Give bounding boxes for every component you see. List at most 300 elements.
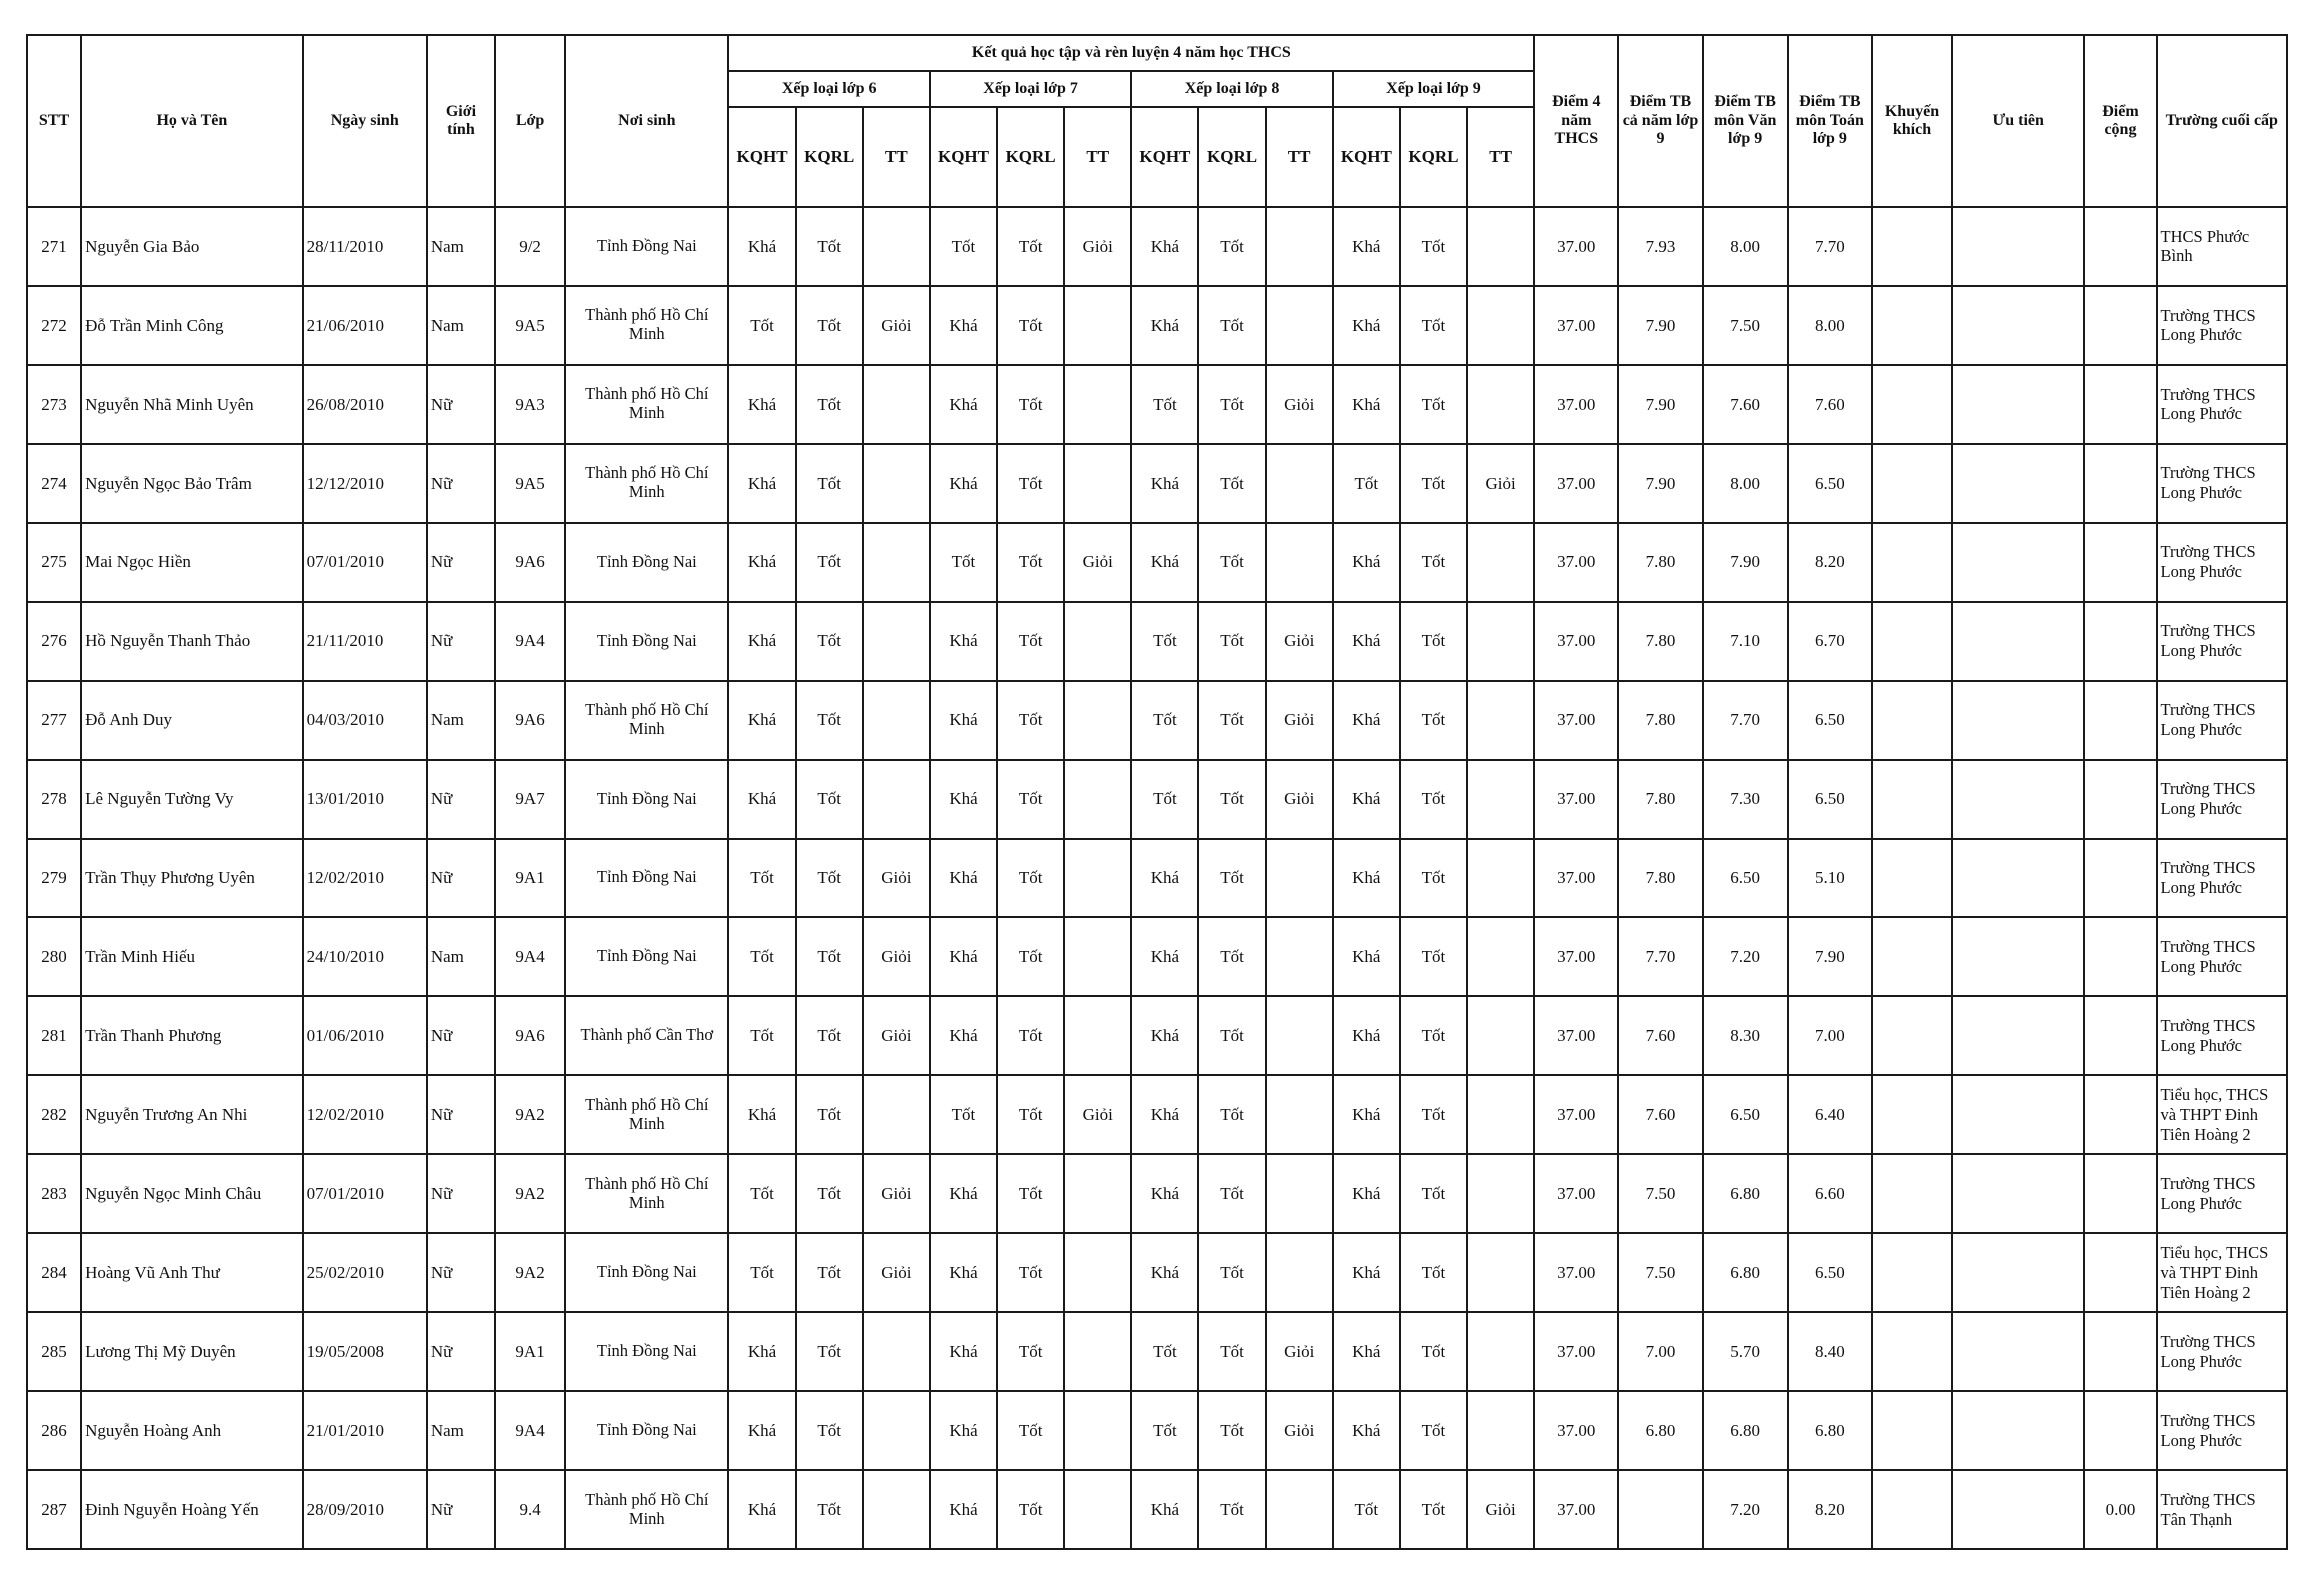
cell-avg-math: 6.50: [1788, 444, 1872, 523]
cell-g9-kqht: Khá: [1333, 996, 1400, 1075]
cell-g6-kqrl: Tốt: [796, 365, 863, 444]
cell-final-school: Trường THCS Long Phước: [2157, 602, 2287, 681]
cell-g9-kqht: Tốt: [1333, 1470, 1400, 1549]
col-header-bonus: Điểm cộng: [2084, 35, 2156, 207]
cell-avg-literature: 6.80: [1703, 1391, 1788, 1470]
cell-avg-literature: 7.20: [1703, 1470, 1788, 1549]
cell-g7-tt: [1064, 1312, 1131, 1391]
cell-gender: Nữ: [427, 523, 495, 602]
cell-stt: 278: [27, 760, 81, 839]
cell-class: 9A4: [495, 917, 565, 996]
cell-dob: 28/11/2010: [303, 207, 427, 286]
cell-g6-tt: [863, 444, 930, 523]
cell-gender: Nam: [427, 681, 495, 760]
cell-g9-kqht: Khá: [1333, 207, 1400, 286]
cell-dob: 01/06/2010: [303, 996, 427, 1075]
cell-g6-tt: [863, 1312, 930, 1391]
cell-g7-tt: [1064, 365, 1131, 444]
cell-g9-kqrl: Tốt: [1400, 444, 1467, 523]
cell-g8-kqrl: Tốt: [1198, 839, 1265, 918]
cell-g8-tt: [1266, 523, 1333, 602]
cell-bonus: [2084, 1233, 2156, 1312]
cell-class: 9A5: [495, 444, 565, 523]
cell-g9-kqht: Khá: [1333, 1233, 1400, 1312]
cell-g8-kqht: Khá: [1131, 444, 1198, 523]
cell-avg-literature: 6.80: [1703, 1154, 1788, 1233]
cell-priority: [1952, 365, 2084, 444]
cell-g8-kqht: Khá: [1131, 523, 1198, 602]
cell-avg-math: 7.00: [1788, 996, 1872, 1075]
cell-name: Hồ Nguyễn Thanh Thảo: [81, 602, 302, 681]
cell-name: Trần Thụy Phương Uyên: [81, 839, 302, 918]
cell-stt: 272: [27, 286, 81, 365]
cell-dob: 12/02/2010: [303, 839, 427, 918]
cell-gender: Nữ: [427, 760, 495, 839]
cell-g7-kqht: Tốt: [930, 1075, 997, 1154]
cell-gender: Nữ: [427, 996, 495, 1075]
cell-priority: [1952, 523, 2084, 602]
cell-final-school: Trường THCS Long Phước: [2157, 1391, 2287, 1470]
cell-g9-kqrl: Tốt: [1400, 207, 1467, 286]
cell-stt: 284: [27, 1233, 81, 1312]
table-row: [27, 996, 2287, 1075]
cell-g6-tt: [863, 1075, 930, 1154]
cell-g9-kqrl: Tốt: [1400, 602, 1467, 681]
cell-avg-year: 7.60: [1618, 996, 1702, 1075]
cell-avg-literature: 8.00: [1703, 444, 1788, 523]
cell-g9-kqrl: Tốt: [1400, 996, 1467, 1075]
cell-name: Nguyễn Gia Bảo: [81, 207, 302, 286]
col-header-g9-kqht: KQHT: [1333, 107, 1400, 207]
cell-final-school: Trường THCS Long Phước: [2157, 681, 2287, 760]
cell-stt: 275: [27, 523, 81, 602]
cell-avg-literature: 8.00: [1703, 207, 1788, 286]
cell-stt: 285: [27, 1312, 81, 1391]
col-header-stt: STT: [27, 35, 81, 207]
cell-g6-kqht: Khá: [728, 1312, 795, 1391]
cell-avg-year: 7.80: [1618, 681, 1702, 760]
cell-class: 9A1: [495, 839, 565, 918]
cell-g8-kqrl: Tốt: [1198, 1075, 1265, 1154]
cell-name: Nguyễn Trương An Nhi: [81, 1075, 302, 1154]
cell-g7-tt: [1064, 1391, 1131, 1470]
cell-g8-tt: [1266, 1233, 1333, 1312]
cell-encouragement: [1872, 207, 1952, 286]
cell-score4: 37.00: [1534, 286, 1618, 365]
cell-bonus: [2084, 1154, 2156, 1233]
cell-g7-tt: [1064, 839, 1131, 918]
cell-class: 9A7: [495, 760, 565, 839]
cell-name: Lê Nguyễn Tường Vy: [81, 760, 302, 839]
cell-dob: 12/12/2010: [303, 444, 427, 523]
cell-name: Trần Thanh Phương: [81, 996, 302, 1075]
cell-score4: 37.00: [1534, 1391, 1618, 1470]
cell-g9-kqrl: Tốt: [1400, 839, 1467, 918]
cell-encouragement: [1872, 1154, 1952, 1233]
cell-g6-kqht: Tốt: [728, 1154, 795, 1233]
cell-avg-year: 7.50: [1618, 1233, 1702, 1312]
cell-bonus: [2084, 760, 2156, 839]
cell-avg-literature: 6.80: [1703, 1233, 1788, 1312]
cell-place: Thành phố Hồ Chí Minh: [565, 1154, 728, 1233]
cell-gender: Nữ: [427, 602, 495, 681]
col-header-g8-kqrl: KQRL: [1198, 107, 1265, 207]
cell-avg-year: 7.80: [1618, 839, 1702, 918]
cell-final-school: Trường THCS Long Phước: [2157, 286, 2287, 365]
cell-encouragement: [1872, 602, 1952, 681]
cell-priority: [1952, 444, 2084, 523]
cell-g9-tt: [1467, 286, 1534, 365]
cell-g7-kqrl: Tốt: [997, 1470, 1064, 1549]
cell-g9-tt: [1467, 1075, 1534, 1154]
cell-g8-tt: [1266, 286, 1333, 365]
cell-g8-kqrl: Tốt: [1198, 1470, 1265, 1549]
cell-priority: [1952, 681, 2084, 760]
cell-g6-tt: Giỏi: [863, 1154, 930, 1233]
cell-g8-kqht: Khá: [1131, 917, 1198, 996]
cell-final-school: Trường THCS Long Phước: [2157, 996, 2287, 1075]
col-header-dob: Ngày sinh: [303, 35, 427, 207]
cell-bonus: [2084, 1075, 2156, 1154]
cell-avg-year: 7.50: [1618, 1154, 1702, 1233]
cell-g9-tt: [1467, 1391, 1534, 1470]
cell-g6-kqht: Khá: [728, 523, 795, 602]
cell-score4: 37.00: [1534, 760, 1618, 839]
cell-g7-kqrl: Tốt: [997, 1154, 1064, 1233]
cell-g9-kqht: Khá: [1333, 760, 1400, 839]
cell-g7-kqrl: Tốt: [997, 839, 1064, 918]
cell-bonus: [2084, 996, 2156, 1075]
cell-g7-kqrl: Tốt: [997, 1312, 1064, 1391]
cell-avg-math: 8.00: [1788, 286, 1872, 365]
cell-encouragement: [1872, 1075, 1952, 1154]
cell-score4: 37.00: [1534, 207, 1618, 286]
cell-g6-kqht: Tốt: [728, 839, 795, 918]
cell-g7-kqht: Khá: [930, 602, 997, 681]
cell-g7-kqrl: Tốt: [997, 917, 1064, 996]
cell-g9-tt: [1467, 602, 1534, 681]
cell-final-school: Trường THCS Long Phước: [2157, 917, 2287, 996]
cell-g7-tt: [1064, 1154, 1131, 1233]
cell-g6-kqrl: Tốt: [796, 1470, 863, 1549]
cell-name: Hoàng Vũ Anh Thư: [81, 1233, 302, 1312]
cell-g6-kqht: Khá: [728, 760, 795, 839]
cell-dob: 25/02/2010: [303, 1233, 427, 1312]
cell-g7-kqht: Khá: [930, 681, 997, 760]
table-row: [27, 602, 2287, 681]
cell-avg-math: 8.20: [1788, 523, 1872, 602]
col-header-priority: Ưu tiên: [1952, 35, 2084, 207]
cell-stt: 274: [27, 444, 81, 523]
cell-g8-tt: Giỏi: [1266, 1312, 1333, 1391]
cell-bonus: [2084, 523, 2156, 602]
cell-g7-tt: [1064, 996, 1131, 1075]
cell-g6-kqht: Khá: [728, 444, 795, 523]
cell-g8-tt: Giỏi: [1266, 1391, 1333, 1470]
cell-class: 9A2: [495, 1233, 565, 1312]
cell-g8-tt: [1266, 839, 1333, 918]
cell-stt: 287: [27, 1470, 81, 1549]
cell-g7-kqht: Khá: [930, 365, 997, 444]
col-header-score4: Điểm 4 năm THCS: [1534, 35, 1618, 207]
table-row: [27, 681, 2287, 760]
cell-g6-tt: [863, 365, 930, 444]
cell-g8-kqht: Khá: [1131, 1233, 1198, 1312]
cell-g9-kqrl: Tốt: [1400, 1470, 1467, 1549]
cell-g9-kqht: Khá: [1333, 839, 1400, 918]
cell-g6-kqrl: Tốt: [796, 996, 863, 1075]
cell-avg-literature: 7.70: [1703, 681, 1788, 760]
cell-place: Tỉnh Đồng Nai: [565, 1233, 728, 1312]
cell-score4: 37.00: [1534, 681, 1618, 760]
cell-g7-kqht: Khá: [930, 917, 997, 996]
cell-g9-kqht: Khá: [1333, 1154, 1400, 1233]
cell-avg-literature: 6.50: [1703, 1075, 1788, 1154]
cell-g6-kqht: Tốt: [728, 917, 795, 996]
cell-name: Đỗ Trần Minh Công: [81, 286, 302, 365]
cell-place: Tỉnh Đồng Nai: [565, 760, 728, 839]
cell-class: 9A3: [495, 365, 565, 444]
table-row: [27, 1075, 2287, 1154]
cell-place: Tỉnh Đồng Nai: [565, 207, 728, 286]
cell-g9-kqrl: Tốt: [1400, 286, 1467, 365]
cell-class: 9A4: [495, 1391, 565, 1470]
cell-g8-kqrl: Tốt: [1198, 602, 1265, 681]
col-header-avg-year: Điểm TB cả năm lớp 9: [1618, 35, 1702, 207]
cell-avg-math: 8.20: [1788, 1470, 1872, 1549]
cell-g6-kqrl: Tốt: [796, 760, 863, 839]
cell-name: Đinh Nguyễn Hoàng Yến: [81, 1470, 302, 1549]
cell-g6-tt: Giỏi: [863, 286, 930, 365]
cell-g9-tt: [1467, 207, 1534, 286]
cell-avg-literature: 7.50: [1703, 286, 1788, 365]
table-row: [27, 839, 2287, 918]
cell-stt: 273: [27, 365, 81, 444]
cell-g8-tt: [1266, 917, 1333, 996]
cell-avg-math: 6.50: [1788, 760, 1872, 839]
cell-place: Tỉnh Đồng Nai: [565, 523, 728, 602]
col-header-gender: Giới tính: [427, 35, 495, 207]
cell-g7-kqht: Tốt: [930, 523, 997, 602]
cell-g8-kqrl: Tốt: [1198, 760, 1265, 839]
cell-bonus: [2084, 207, 2156, 286]
cell-stt: 276: [27, 602, 81, 681]
cell-class: 9A1: [495, 1312, 565, 1391]
cell-g6-kqht: Khá: [728, 681, 795, 760]
cell-g8-kqrl: Tốt: [1198, 1391, 1265, 1470]
cell-g6-kqht: Khá: [728, 207, 795, 286]
col-header-encouragement: Khuyến khích: [1872, 35, 1952, 207]
cell-g6-kqrl: Tốt: [796, 523, 863, 602]
cell-score4: 37.00: [1534, 1154, 1618, 1233]
cell-priority: [1952, 917, 2084, 996]
cell-priority: [1952, 207, 2084, 286]
cell-g7-kqht: Khá: [930, 1154, 997, 1233]
cell-encouragement: [1872, 1391, 1952, 1470]
col-header-avg-literature: Điểm TB môn Văn lớp 9: [1703, 35, 1788, 207]
cell-g8-kqrl: Tốt: [1198, 286, 1265, 365]
cell-dob: 19/05/2008: [303, 1312, 427, 1391]
cell-g6-kqrl: Tốt: [796, 286, 863, 365]
cell-g7-tt: [1064, 602, 1131, 681]
cell-g6-kqht: Tốt: [728, 996, 795, 1075]
cell-encouragement: [1872, 839, 1952, 918]
cell-g8-tt: Giỏi: [1266, 365, 1333, 444]
cell-g8-kqrl: Tốt: [1198, 444, 1265, 523]
cell-avg-literature: 7.20: [1703, 917, 1788, 996]
cell-place: Thành phố Hồ Chí Minh: [565, 365, 728, 444]
cell-priority: [1952, 1312, 2084, 1391]
cell-g9-tt: Giỏi: [1467, 444, 1534, 523]
cell-g7-tt: Giỏi: [1064, 1075, 1131, 1154]
cell-priority: [1952, 1075, 2084, 1154]
cell-avg-math: 7.90: [1788, 917, 1872, 996]
cell-avg-literature: 7.30: [1703, 760, 1788, 839]
cell-encouragement: [1872, 444, 1952, 523]
cell-encouragement: [1872, 681, 1952, 760]
cell-name: Lương Thị Mỹ Duyên: [81, 1312, 302, 1391]
cell-g8-kqht: Khá: [1131, 1470, 1198, 1549]
cell-g7-kqrl: Tốt: [997, 444, 1064, 523]
cell-g8-kqrl: Tốt: [1198, 1233, 1265, 1312]
cell-bonus: [2084, 602, 2156, 681]
cell-final-school: Trường THCS Long Phước: [2157, 444, 2287, 523]
cell-g6-kqrl: Tốt: [796, 681, 863, 760]
table-row: [27, 1391, 2287, 1470]
cell-g9-tt: [1467, 839, 1534, 918]
cell-g6-tt: [863, 523, 930, 602]
cell-g6-kqrl: Tốt: [796, 1075, 863, 1154]
cell-g9-tt: [1467, 681, 1534, 760]
cell-g8-kqht: Tốt: [1131, 1391, 1198, 1470]
table-row: [27, 207, 2287, 286]
cell-g6-kqrl: Tốt: [796, 602, 863, 681]
col-group-grade8: Xếp loại lớp 8: [1131, 71, 1332, 107]
cell-gender: Nữ: [427, 839, 495, 918]
cell-priority: [1952, 1391, 2084, 1470]
cell-gender: Nam: [427, 1391, 495, 1470]
cell-class: 9A2: [495, 1075, 565, 1154]
cell-g6-kqrl: Tốt: [796, 1154, 863, 1233]
cell-g8-kqht: Tốt: [1131, 760, 1198, 839]
cell-g7-kqht: Khá: [930, 444, 997, 523]
cell-encouragement: [1872, 365, 1952, 444]
col-header-avg-math: Điểm TB môn Toán lớp 9: [1788, 35, 1872, 207]
cell-name: Trần Minh Hiếu: [81, 917, 302, 996]
cell-g7-kqht: Khá: [930, 1470, 997, 1549]
cell-gender: Nữ: [427, 1075, 495, 1154]
col-header-birthplace: Nơi sinh: [565, 35, 728, 207]
cell-score4: 37.00: [1534, 523, 1618, 602]
cell-avg-literature: 8.30: [1703, 996, 1788, 1075]
cell-avg-math: 6.70: [1788, 602, 1872, 681]
cell-g8-tt: Giỏi: [1266, 760, 1333, 839]
cell-place: Thành phố Hồ Chí Minh: [565, 1470, 728, 1549]
cell-name: Mai Ngọc Hiền: [81, 523, 302, 602]
cell-g7-kqht: Khá: [930, 286, 997, 365]
cell-g7-kqht: Khá: [930, 1391, 997, 1470]
cell-gender: Nữ: [427, 1233, 495, 1312]
cell-encouragement: [1872, 1470, 1952, 1549]
cell-avg-literature: 7.60: [1703, 365, 1788, 444]
cell-g8-kqht: Khá: [1131, 839, 1198, 918]
cell-final-school: Trường THCS Long Phước: [2157, 1312, 2287, 1391]
cell-place: Tỉnh Đồng Nai: [565, 1391, 728, 1470]
cell-place: Thành phố Hồ Chí Minh: [565, 681, 728, 760]
cell-g9-tt: Giỏi: [1467, 1470, 1534, 1549]
cell-g7-kqrl: Tốt: [997, 602, 1064, 681]
cell-g6-tt: Giỏi: [863, 1233, 930, 1312]
cell-g9-kqht: Tốt: [1333, 444, 1400, 523]
table-row: [27, 1312, 2287, 1391]
cell-priority: [1952, 286, 2084, 365]
cell-dob: 21/06/2010: [303, 286, 427, 365]
cell-g7-kqrl: Tốt: [997, 207, 1064, 286]
cell-g6-kqrl: Tốt: [796, 1233, 863, 1312]
cell-g6-kqht: Khá: [728, 1470, 795, 1549]
cell-score4: 37.00: [1534, 444, 1618, 523]
cell-final-school: Trường THCS Long Phước: [2157, 760, 2287, 839]
cell-avg-year: 7.80: [1618, 760, 1702, 839]
cell-name: Đỗ Anh Duy: [81, 681, 302, 760]
cell-g9-kqht: Khá: [1333, 365, 1400, 444]
cell-class: 9A6: [495, 681, 565, 760]
cell-stt: 281: [27, 996, 81, 1075]
cell-class: 9A6: [495, 523, 565, 602]
cell-place: Thành phố Hồ Chí Minh: [565, 286, 728, 365]
cell-g9-kqht: Khá: [1333, 681, 1400, 760]
cell-g9-kqrl: Tốt: [1400, 917, 1467, 996]
cell-bonus: 0.00: [2084, 1470, 2156, 1549]
cell-avg-math: 6.60: [1788, 1154, 1872, 1233]
cell-encouragement: [1872, 523, 1952, 602]
cell-bonus: [2084, 444, 2156, 523]
cell-g9-kqht: Khá: [1333, 1391, 1400, 1470]
cell-g8-tt: [1266, 1470, 1333, 1549]
cell-gender: Nữ: [427, 1470, 495, 1549]
col-header-g6-tt: TT: [863, 107, 930, 207]
cell-g6-kqrl: Tốt: [796, 839, 863, 918]
cell-encouragement: [1872, 286, 1952, 365]
cell-score4: 37.00: [1534, 602, 1618, 681]
cell-dob: 21/11/2010: [303, 602, 427, 681]
cell-stt: 279: [27, 839, 81, 918]
cell-g7-kqht: Khá: [930, 1233, 997, 1312]
cell-class: 9A5: [495, 286, 565, 365]
cell-g8-kqht: Khá: [1131, 1154, 1198, 1233]
cell-avg-literature: 7.90: [1703, 523, 1788, 602]
cell-g7-tt: [1064, 760, 1131, 839]
cell-avg-year: 7.80: [1618, 523, 1702, 602]
cell-g9-kqht: Khá: [1333, 1312, 1400, 1391]
cell-dob: 24/10/2010: [303, 917, 427, 996]
cell-bonus: [2084, 1312, 2156, 1391]
cell-name: Nguyễn Ngọc Minh Châu: [81, 1154, 302, 1233]
cell-final-school: Trường THCS Long Phước: [2157, 523, 2287, 602]
cell-g9-kqrl: Tốt: [1400, 1154, 1467, 1233]
cell-dob: 12/02/2010: [303, 1075, 427, 1154]
cell-g9-kqrl: Tốt: [1400, 1233, 1467, 1312]
cell-g7-kqrl: Tốt: [997, 365, 1064, 444]
cell-score4: 37.00: [1534, 1470, 1618, 1549]
cell-place: Thành phố Hồ Chí Minh: [565, 444, 728, 523]
cell-g9-kqrl: Tốt: [1400, 1312, 1467, 1391]
cell-avg-literature: 6.50: [1703, 839, 1788, 918]
cell-final-school: Trường THCS Tân Thạnh: [2157, 1470, 2287, 1549]
cell-place: Tỉnh Đồng Nai: [565, 839, 728, 918]
cell-encouragement: [1872, 1233, 1952, 1312]
cell-avg-year: 7.60: [1618, 1075, 1702, 1154]
